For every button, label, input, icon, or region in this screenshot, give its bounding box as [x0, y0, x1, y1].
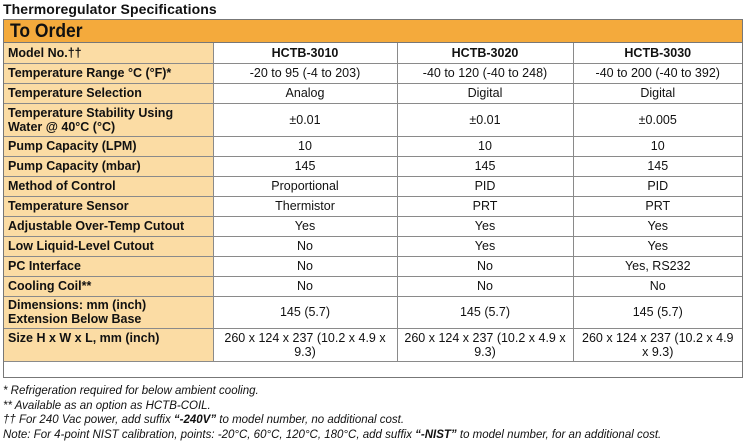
cell: Yes: [573, 216, 742, 236]
footnote-nist: [3, 428, 661, 443]
table-row: [4, 296, 742, 328]
cell: -40 to 120 (-40 to 248): [397, 63, 573, 83]
table-row: [4, 276, 742, 296]
cell: No: [213, 236, 397, 256]
suffix-240v: “-240V”: [173, 414, 217, 426]
cell: No: [213, 276, 397, 296]
cell: 145: [213, 156, 397, 176]
cell: No: [397, 256, 573, 276]
cell: No: [213, 256, 397, 276]
row-label: Pump Capacity (LPM): [4, 136, 213, 156]
row-label: Cooling Coil**: [4, 276, 213, 296]
row-label: Temperature Range °C (°F)*: [4, 63, 213, 83]
footnote-nist-pre: Note: For 4-point NIST calibration, points: -20°C, 60°C, 120°C, 180°C, add suffix: [3, 428, 416, 441]
cell: 145: [573, 156, 742, 176]
table-row: [4, 136, 742, 156]
cell: PRT: [397, 196, 573, 216]
footnote-nist-post: to model number, for an additional cost.: [456, 428, 662, 441]
cell: 145 (5.7): [397, 296, 573, 328]
row-label: PC Interface: [4, 256, 213, 276]
suffix-nist: “-NIST”: [415, 428, 457, 441]
cell: PRT: [573, 196, 742, 216]
cell: ±0.01: [213, 103, 397, 136]
cell: Digital: [397, 83, 573, 103]
footnote-refrigeration: * Refrigeration required for below ambient cooling.: [3, 385, 259, 397]
table-row: [4, 63, 742, 83]
header-row: [4, 43, 742, 63]
cell: No: [573, 276, 742, 296]
row-label: Temperature Sensor: [4, 196, 213, 216]
cell: 10: [573, 136, 742, 156]
to-order-banner: [4, 20, 742, 43]
row-label: Method of Control: [4, 176, 213, 196]
cell: No: [397, 276, 573, 296]
row-label: Adjustable Over-Temp Cutout: [4, 216, 213, 236]
cell: 260 x 124 x 237 (10.2 x 4.9 x 9.3): [573, 328, 742, 361]
row-label: Temperature Selection: [4, 83, 213, 103]
table-row: [4, 216, 742, 236]
row-label: Size H x W x L, mm (inch): [4, 328, 213, 361]
footnote-240v: [3, 413, 661, 428]
table-row: [4, 236, 742, 256]
model-hctb-3020: HCTB-3020: [397, 43, 573, 63]
row-label: Pump Capacity (mbar): [4, 156, 213, 176]
footnote-240v-pre: †† For 240 Vac power, add suffix: [3, 414, 174, 426]
cell: 145 (5.7): [573, 296, 742, 328]
cell: Yes: [397, 236, 573, 256]
table-row: [4, 83, 742, 103]
cell: 10: [213, 136, 397, 156]
banner-label: To Order: [10, 21, 83, 42]
cell: ±0.005: [573, 103, 742, 136]
table-row: [4, 156, 742, 176]
table-row: [4, 196, 742, 216]
footnote-240v-post: to model number, no additional cost.: [216, 414, 405, 426]
table-row: [4, 256, 742, 276]
cell: 260 x 124 x 237 (10.2 x 4.9 x 9.3): [397, 328, 573, 361]
cell: PID: [573, 176, 742, 196]
table-row: [4, 328, 742, 361]
cell: Thermistor: [213, 196, 397, 216]
table-row: [4, 176, 742, 196]
cell: Yes: [397, 216, 573, 236]
footnote-coil: ** Available as an option as HCTB-COIL.: [3, 399, 211, 412]
spec-table-frame: [3, 19, 743, 378]
spec-table: [4, 43, 742, 362]
cell: -40 to 200 (-40 to 392): [573, 63, 742, 83]
cell: 260 x 124 x 237 (10.2 x 4.9 x 9.3): [213, 328, 397, 361]
row-label: Low Liquid-Level Cutout: [4, 236, 213, 256]
model-hctb-3010: HCTB-3010: [213, 43, 397, 63]
cell: 145 (5.7): [213, 296, 397, 328]
row-label: Temperature Stability Using Water @ 40°C (°C): [4, 103, 213, 136]
cell: ±0.01: [397, 103, 573, 136]
header-label: Model No.††: [4, 43, 213, 63]
page-title: Thermoregulator Specifications: [3, 1, 217, 17]
cell: 10: [397, 136, 573, 156]
cell: -20 to 95 (-4 to 203): [213, 63, 397, 83]
row-label: Dimensions: mm (inch) Extension Below Base: [4, 296, 213, 328]
footnotes: [3, 384, 661, 442]
cell: PID: [397, 176, 573, 196]
cell: Digital: [573, 83, 742, 103]
cell: 145: [397, 156, 573, 176]
table-row: [4, 103, 742, 136]
model-hctb-3030: HCTB-3030: [573, 43, 742, 63]
cell: Yes, RS232: [573, 256, 742, 276]
cell: Yes: [573, 236, 742, 256]
cell: Yes: [213, 216, 397, 236]
cell: Analog: [213, 83, 397, 103]
cell: Proportional: [213, 176, 397, 196]
